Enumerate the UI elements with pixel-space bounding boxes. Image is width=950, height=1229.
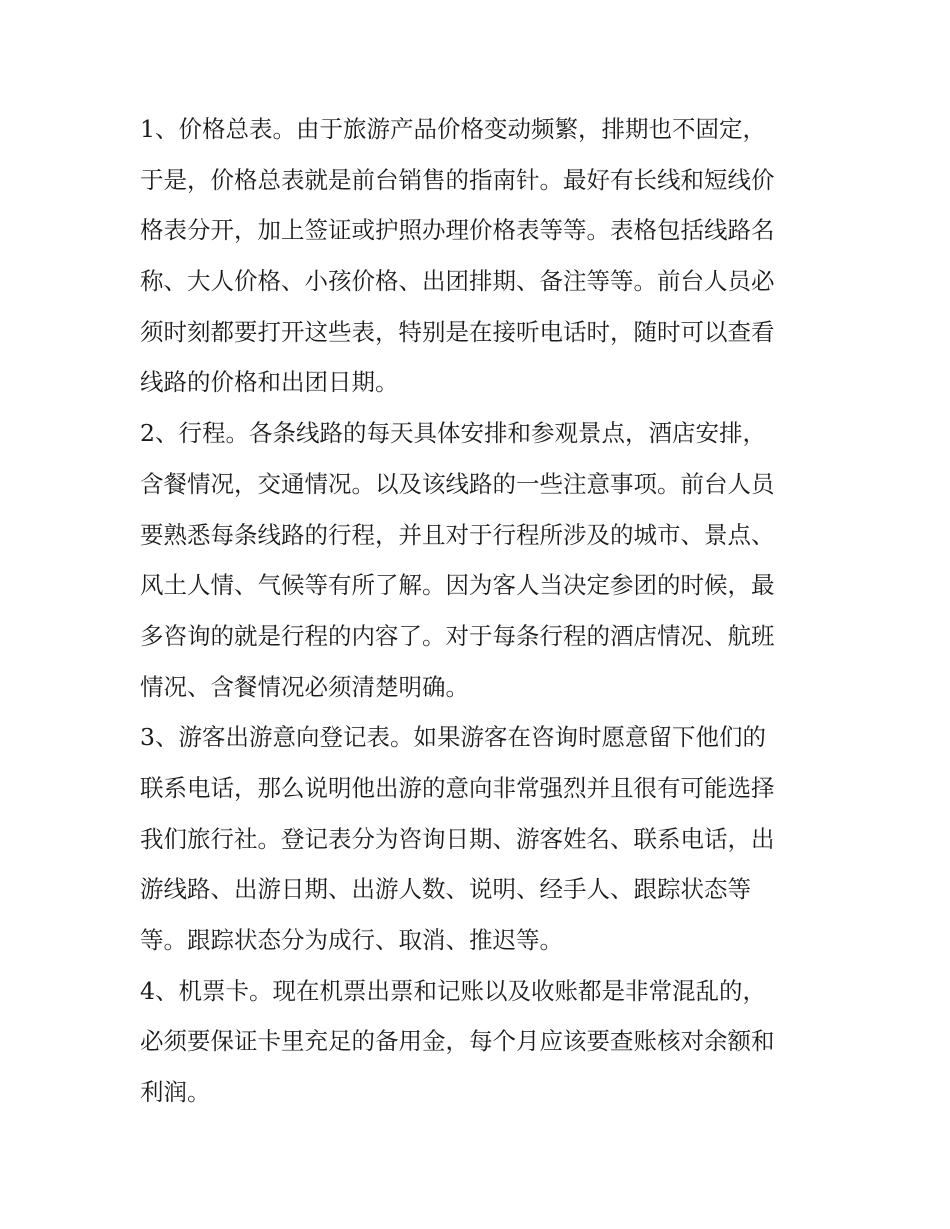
text-line: 3、游客出游意向登记表。如果游客在咨询时愿意留下他们的 [140, 723, 766, 752]
text-line: 线路的价格和出团日期。 [140, 368, 399, 397]
document-body [140, 104, 820, 1118]
text-line: 1、价格总表。由于旅游产品价格变动频繁，排期也不固定， [140, 115, 766, 143]
text-line: 称、大人价格、小孩价格、出团排期、备注等等。前台人员必 [140, 267, 775, 296]
text-line: 多咨询的就是行程的内容了。对于每条行程的酒店情况、航班 [140, 621, 775, 650]
text-line: 游线路、出游日期、出游人数、说明、经手人、跟踪状态等 [140, 875, 751, 904]
paragraph-item-2 [140, 408, 820, 712]
text-line: 联系电话，那么说明他出游的意向非常强烈并且很有可能选择 [140, 773, 775, 802]
paragraph-item-3 [140, 712, 820, 965]
text-line: 我们旅行社。登记表分为咨询日期、游客姓名、联系电话，出 [140, 824, 775, 853]
text-line: 要熟悉每条线路的行程，并且对于行程所涉及的城市、景点、 [140, 520, 775, 549]
text-line: 等。跟踪状态分为成行、取消、推迟等。 [140, 926, 563, 954]
text-line: 4、机票卡。现在机票出票和记账以及收账都是非常混乱的， [140, 976, 766, 1005]
text-line: 利润。 [140, 1078, 211, 1107]
text-line: 情况、含餐情况必须清楚明确。 [140, 672, 469, 701]
paragraph-item-4 [140, 966, 820, 1118]
text-line: 2、行程。各条线路的每天具体安排和参观景点，酒店安排， [140, 419, 766, 448]
text-line: 于是，价格总表就是前台销售的指南针。最好有长线和短线价 [140, 165, 775, 194]
paragraph-item-1 [140, 104, 820, 408]
text-line: 必须要保证卡里充足的备用金，每个月应该要查账核对余额和 [140, 1027, 775, 1056]
text-line: 含餐情况，交通情况。以及该线路的一些注意事项。前台人员 [140, 469, 775, 498]
text-line: 风土人情、气候等有所了解。因为客人当决定参团的时候，最 [140, 571, 775, 600]
text-line: 须时刻都要打开这些表，特别是在接听电话时，随时可以查看 [140, 317, 775, 346]
text-line: 格表分开，加上签证或护照办理价格表等等。表格包括线路名 [140, 216, 775, 245]
